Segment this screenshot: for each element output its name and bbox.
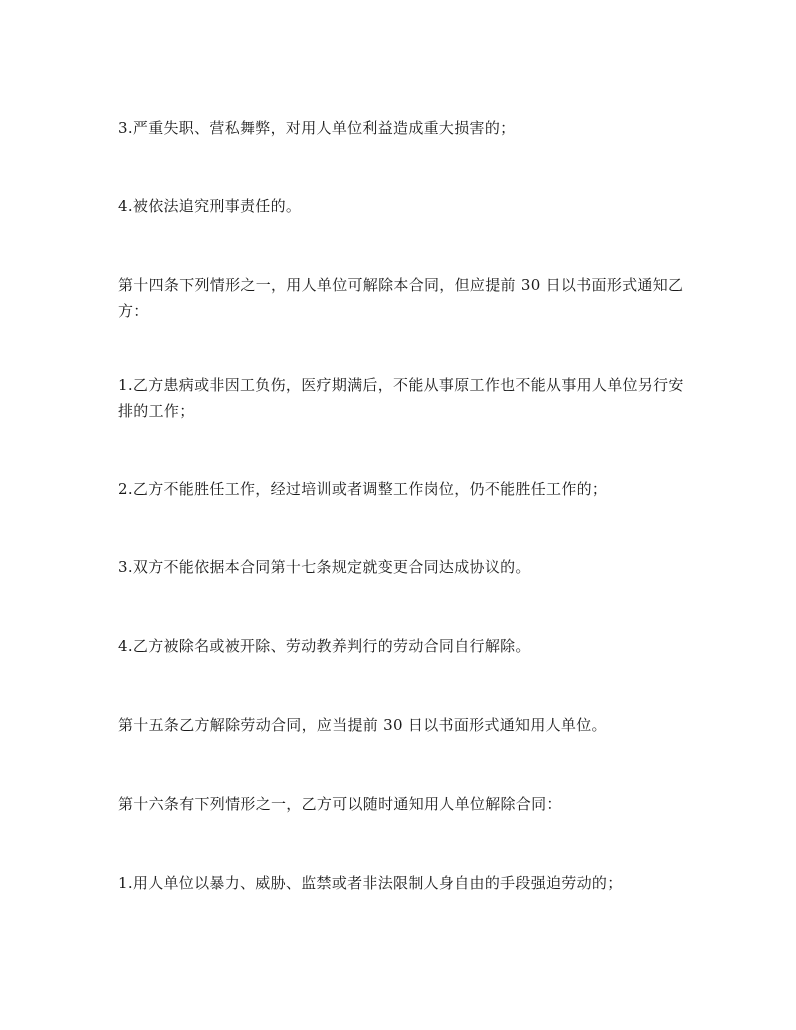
paragraph-article-15: 第十五条乙方解除劳动合同，应当提前 30 日以书面形式通知用人单位。 bbox=[118, 716, 607, 734]
paragraph-article-14-item-1: 1.乙方患病或非因工负伤，医疗期满后，不能从事原工作也不能从事用人单位另行安排的工作； bbox=[118, 376, 684, 420]
paragraph-article-14: 第十四条下列情形之一，用人单位可解除本合同，但应提前 30 日以书面形式通知乙方： bbox=[118, 276, 684, 320]
paragraph-clause-13-item-3: 3.严重失职、营私舞弊，对用人单位利益造成重大损害的； bbox=[118, 119, 516, 137]
paragraph-article-16-item-1: 1.用人单位以暴力、威胁、监禁或者非法限制人身自由的手段强迫劳动的； bbox=[118, 874, 623, 892]
paragraph-article-14-item-2: 2.乙方不能胜任工作，经过培训或者调整工作岗位，仍不能胜任工作的； bbox=[118, 480, 608, 498]
paragraph-article-14-item-4: 4.乙方被除名或被开除、劳动教养判行的劳动合同自行解除。 bbox=[118, 637, 531, 655]
paragraph-article-16: 第十六条有下列情形之一，乙方可以随时通知用人单位解除合同： bbox=[118, 795, 562, 813]
paragraph-clause-13-item-4: 4.被依法追究刑事责任的。 bbox=[118, 197, 302, 215]
paragraph-article-14-item-3: 3.双方不能依据本合同第十七条规定就变更合同达成协议的。 bbox=[118, 558, 531, 576]
